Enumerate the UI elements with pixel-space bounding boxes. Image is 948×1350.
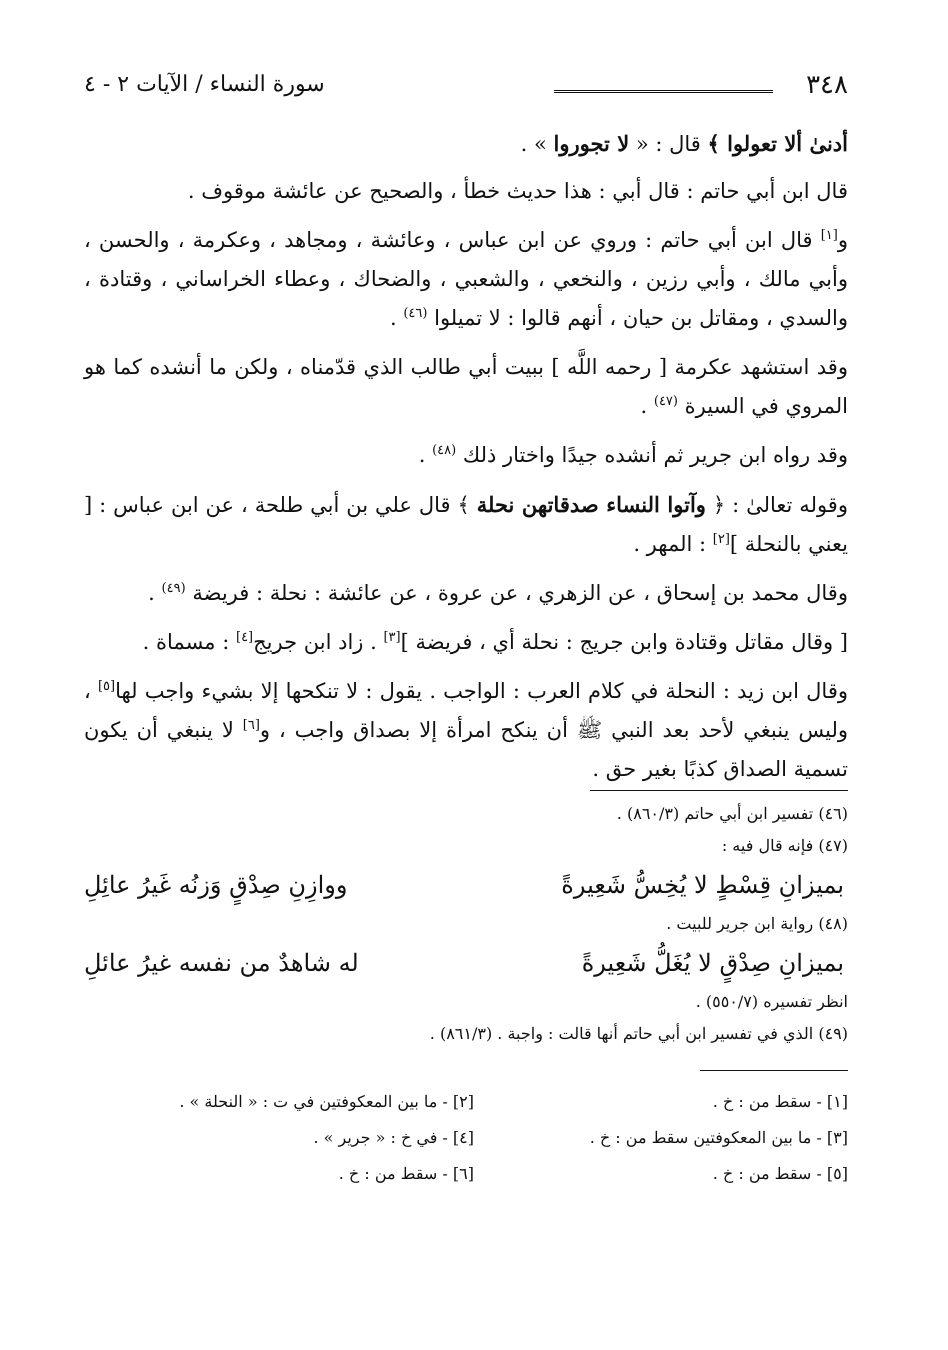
footnote-48-reference: انظر تفسيره (٥٥٠/٧) .	[695, 992, 848, 1011]
paragraph-7-end: .	[148, 581, 162, 605]
paragraph-2: قال ابن أبي حاتم : قال أبي : هذا حديث خطأ ، والصحيح عن عائشة موقوف .	[187, 179, 848, 203]
paragraph-8-mid: . زاد ابن جريج	[253, 630, 384, 654]
variant-note-6: [٦] - سقط من : خ .	[338, 1164, 474, 1183]
footnote-46: (٤٦) تفسير ابن أبي حاتم (٨٦٠/٣) .	[616, 804, 848, 823]
paragraph-7	[84, 574, 848, 613]
paragraph-3	[84, 221, 848, 338]
footnotes	[84, 798, 848, 1050]
paragraph-6	[84, 485, 848, 564]
paragraph-1-end: » .	[520, 132, 554, 156]
variants-row	[100, 1156, 848, 1192]
variant-note-1: [١] - سقط من : خ .	[712, 1092, 848, 1111]
paragraph-3-start: و	[837, 228, 848, 252]
paragraph-3-end: .	[389, 306, 404, 330]
footnote-ref-46: (٤٦)	[403, 306, 428, 321]
running-title: سورة النساء / الآيات ٢ - ٤	[84, 72, 325, 97]
main-text	[84, 124, 848, 799]
variant-mark-6: [٦]	[242, 718, 260, 733]
poetry-verse-1	[84, 862, 848, 908]
paragraph-5	[84, 436, 848, 475]
page-header	[84, 70, 848, 106]
paragraph-9-end: لا ينبغي أن يكون تسمية الصداق كذبًا بغير حق .	[84, 718, 848, 781]
variant-mark-5: [٥]	[97, 679, 116, 694]
footnote-ref-47: (٤٧)	[653, 394, 678, 409]
paragraph-9-mid: ، وليس ينبغي لأحد بعد النبي ﷺ أن ينكح امرأة إلا بصداق واجب ، و	[84, 679, 848, 742]
quran-verse: وآتوا النساء صدقاتهن نحلة	[476, 492, 706, 517]
paragraph-7-text: وقال محمد بن إسحاق ، عن الزهري ، عن عروة ، عن عائشة : نحلة : فريضة	[192, 581, 848, 605]
paragraph-9	[84, 672, 848, 789]
footnote-ref-48: (٤٨)	[432, 443, 457, 458]
paragraph-6-end: : المهر .	[633, 532, 713, 556]
paragraph-4	[84, 348, 848, 426]
paragraph-8-text: [ وقال مقاتل وقتادة وابن جريج : نحلة أي ، فريضة ]	[400, 630, 848, 654]
paragraph-6-text: ﴾ قال علي بن أبي طلحة ، عن ابن عباس : [ يعني بالنحلة ]	[84, 493, 848, 556]
paragraph-1-text: قال : «	[629, 132, 708, 156]
paragraph-6-start: وقوله تعالىٰ : ﴿	[705, 493, 848, 517]
verse-1-first-hemistich: بميزانِ قِسْطٍ لا يُخِسُّ شَعِيرةً	[561, 871, 844, 899]
page-number: ٣٤٨	[806, 70, 848, 100]
variants-row	[100, 1120, 848, 1156]
footnote-49: (٤٩) الذي في تفسير ابن أبي حاتم أنها قالت : واجبة . (٨٦١/٣) .	[429, 1024, 848, 1043]
verse-1-second-hemistich: ووازِنِ صِدْقٍ وَزنُه غَيرُ عائِلِ	[84, 871, 348, 899]
variant-note-5: [٥] - سقط من : خ .	[712, 1164, 848, 1183]
variant-note-3: [٣] - ما بين المعكوفتين سقط من : خ .	[589, 1128, 848, 1147]
quran-fragment: أدنىٰ ألا تعولوا ﴾	[707, 131, 848, 156]
paragraph-9-text: وقال ابن زيد : النحلة في كلام العرب : الواجب . يقول : لا تنكحها إلا بشيء واجب لها	[115, 679, 849, 703]
variant-mark-2: [٢]	[712, 532, 730, 547]
quote-bold: لا تجوروا	[553, 131, 630, 156]
poetry-verse-2	[84, 940, 848, 986]
paragraph-8	[84, 623, 848, 662]
manuscript-variants	[100, 1084, 848, 1192]
variants-row	[100, 1084, 848, 1120]
footnote-ref-49: (٤٩)	[161, 581, 186, 596]
variant-mark-1: [١]	[820, 228, 838, 243]
paragraph-5-end: .	[418, 443, 433, 467]
variant-mark-3: [٣]	[383, 630, 401, 645]
variant-note-4: [٤] - في خ : « جرير » .	[313, 1128, 474, 1147]
paragraph-5-text: وقد رواه ابن جرير ثم أنشده جيدًا واختار ذلك	[462, 443, 848, 467]
footnote-47: (٤٧) فإنه قال فيه :	[721, 836, 848, 855]
paragraph-8-end: : مسماة .	[142, 630, 236, 654]
variants-separator	[700, 1070, 848, 1071]
paragraph-3-text: قال ابن أبي حاتم : وروي عن ابن عباس ، وعائشة ، ومجاهد ، وعكرمة ، والحسن ، وأبي مالك ، وأبي رزين ، والنخعي ، والشعبي ، والضحاك ، وعطاء الخراساني ، وقتادة ، والسدي ، ومقاتل بن حيان ، أنهم قالوا : لا تميلوا	[84, 228, 848, 330]
variant-mark-4: [٤]	[235, 630, 254, 645]
verse-2-second-hemistich: له شاهدٌ من نفسه غيرُ عائلِ	[84, 949, 359, 977]
paragraph-1	[84, 124, 848, 164]
header-double-rule	[554, 90, 773, 95]
paragraph-4-end: .	[640, 394, 654, 418]
paragraph-4-text: وقد استشهد عكرمة [ رحمه اللَّه ] ببيت أبي طالب الذي قدّمناه ، ولكن ما أنشده كما هو المروي في السيرة	[84, 355, 848, 418]
variant-note-2: [٢] - ما بين المعكوفتين في ت : « النحلة » .	[179, 1092, 474, 1111]
verse-2-first-hemistich: بميزانِ صِدْقٍ لا يُغَلُّ شَعِيرةً	[581, 949, 844, 977]
footnote-48: (٤٨) رواية ابن جرير للبيت .	[666, 914, 848, 933]
footnote-separator	[590, 790, 848, 791]
